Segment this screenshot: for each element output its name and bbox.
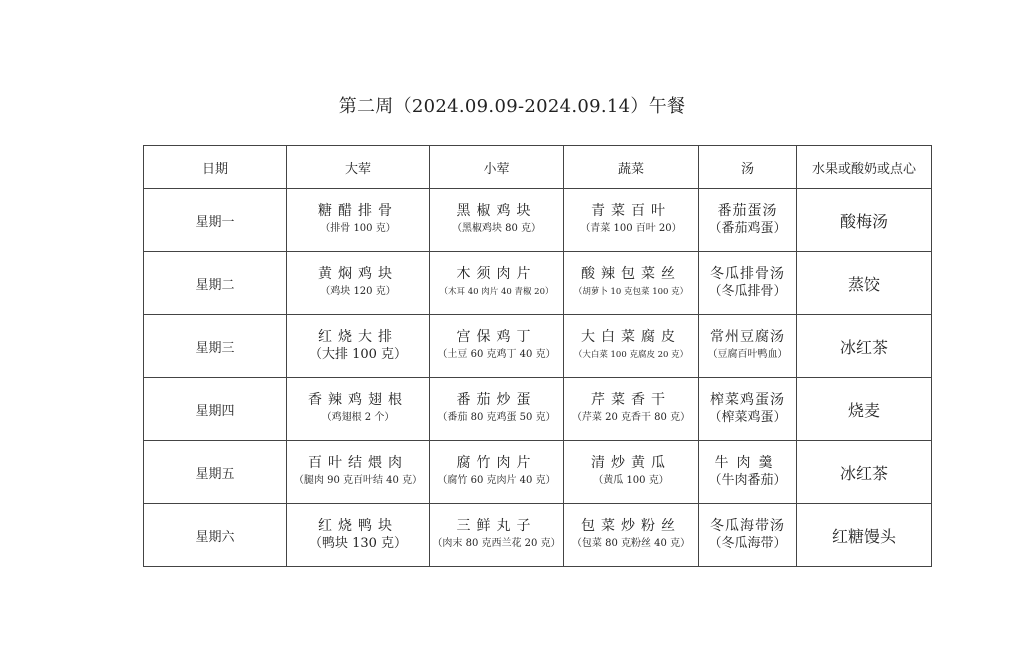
dish-detail: （冬瓜海带） xyxy=(708,536,787,551)
vegetable-cell xyxy=(564,504,699,567)
dish-detail: （鸡块 120 克） xyxy=(320,286,396,297)
table-row xyxy=(144,189,932,252)
dish-detail: （胡萝卜 10 克包菜 100 克） xyxy=(573,287,689,297)
fruit-cell: 冰红茶 xyxy=(797,441,932,504)
dish-name: 包菜炒粉丝 xyxy=(581,518,681,534)
dish-detail: （黑椒鸡块 80 克） xyxy=(451,223,542,234)
small-meat-cell xyxy=(430,441,564,504)
dish-name: 酸辣包菜丝 xyxy=(581,266,681,282)
dish-name: 宫保鸡丁 xyxy=(456,329,537,345)
small-meat-cell xyxy=(430,252,564,315)
dish-name: 常州豆腐汤 xyxy=(710,329,785,345)
table-row xyxy=(144,315,932,378)
dish-name: 榨菜鸡蛋汤 xyxy=(710,392,785,408)
soup-cell xyxy=(699,504,797,567)
dish-name: 清炒黄瓜 xyxy=(591,455,671,471)
lunch-menu-table xyxy=(143,145,932,567)
fruit-cell: 红糖馒头 xyxy=(797,504,932,567)
big-meat-cell xyxy=(287,441,430,504)
dish-name: 番茄蛋汤 xyxy=(717,203,778,219)
fruit-cell: 烧麦 xyxy=(797,378,932,441)
small-meat-cell xyxy=(430,315,564,378)
soup-cell xyxy=(699,189,797,252)
table-header-row xyxy=(144,146,932,189)
dish-detail: （豆腐百叶鸭血） xyxy=(707,349,788,360)
day-cell: 星期六 xyxy=(144,504,287,567)
fruit-cell: 蒸饺 xyxy=(797,252,932,315)
table-row xyxy=(144,252,932,315)
header-fruit: 水果或酸奶或点心 xyxy=(797,146,932,189)
dish-detail: （排骨 100 克） xyxy=(320,223,396,234)
dish-detail: （榨菜鸡蛋） xyxy=(708,410,787,425)
big-meat-cell xyxy=(287,504,430,567)
table-row xyxy=(144,378,932,441)
dish-detail: （鸭块 130 克） xyxy=(308,536,408,551)
vegetable-cell xyxy=(564,441,699,504)
dish-name: 黑椒鸡块 xyxy=(456,203,537,219)
soup-cell xyxy=(699,315,797,378)
table-row xyxy=(144,441,932,504)
big-meat-cell xyxy=(287,189,430,252)
dish-name: 牛肉羹 xyxy=(714,455,781,471)
dish-detail: （番茄鸡蛋） xyxy=(708,221,787,236)
dish-detail: （黄瓜 100 克） xyxy=(593,475,669,486)
page-title: 第二周（2024.09.09-2024.09.14）午餐 xyxy=(338,96,686,117)
vegetable-cell xyxy=(564,378,699,441)
dish-detail: （芹菜 20 克香干 80 克） xyxy=(571,412,691,423)
header-soup: 汤 xyxy=(699,146,797,189)
dish-detail: （土豆 60 克鸡丁 40 克） xyxy=(437,349,556,360)
dish-name: 香辣鸡翅根 xyxy=(308,392,408,408)
header-big-meat: 大荤 xyxy=(287,146,430,189)
dish-name: 红烧鸭块 xyxy=(318,518,398,534)
dish-name: 木须肉片 xyxy=(456,266,537,282)
day-cell: 星期四 xyxy=(144,378,287,441)
big-meat-cell xyxy=(287,315,430,378)
big-meat-cell xyxy=(287,252,430,315)
dish-name: 芹菜香干 xyxy=(591,392,671,408)
small-meat-cell xyxy=(430,189,564,252)
fruit-cell: 酸梅汤 xyxy=(797,189,932,252)
vegetable-cell xyxy=(564,252,699,315)
dish-detail: （青菜 100 百叶 20） xyxy=(580,223,682,234)
soup-cell xyxy=(699,441,797,504)
dish-detail: （鸡翅根 2 个） xyxy=(321,412,395,423)
day-cell: 星期五 xyxy=(144,441,287,504)
dish-detail: （冬瓜排骨） xyxy=(708,284,787,299)
fruit-cell: 冰红茶 xyxy=(797,315,932,378)
dish-name: 红烧大排 xyxy=(318,329,398,345)
day-cell: 星期二 xyxy=(144,252,287,315)
dish-detail: （肉末 80 克西兰花 20 克） xyxy=(432,538,561,549)
dish-name: 糖醋排骨 xyxy=(318,203,398,219)
header-small-meat: 小荤 xyxy=(430,146,564,189)
dish-name: 冬瓜排骨汤 xyxy=(710,266,785,282)
dish-name: 青菜百叶 xyxy=(591,203,671,219)
dish-name: 大白菜腐皮 xyxy=(581,329,681,345)
dish-detail: （包菜 80 克粉丝 40 克） xyxy=(571,538,691,549)
dish-name: 腐竹肉片 xyxy=(456,455,537,471)
table-row xyxy=(144,504,932,567)
soup-cell xyxy=(699,378,797,441)
soup-cell xyxy=(699,252,797,315)
small-meat-cell xyxy=(430,504,564,567)
big-meat-cell xyxy=(287,378,430,441)
dish-detail: （木耳 40 肉片 40 青椒 20） xyxy=(439,287,554,297)
dish-name: 黄焖鸡块 xyxy=(318,266,398,282)
dish-detail: （大白菜 100 克腐皮 20 克） xyxy=(573,350,689,360)
day-cell: 星期一 xyxy=(144,189,287,252)
dish-detail: （大排 100 克） xyxy=(308,347,408,362)
dish-detail: （腐竹 60 克肉片 40 克） xyxy=(437,475,556,486)
dish-detail: （番茄 80 克鸡蛋 50 克） xyxy=(437,412,556,423)
header-date: 日期 xyxy=(144,146,287,189)
day-cell: 星期三 xyxy=(144,315,287,378)
vegetable-cell xyxy=(564,189,699,252)
dish-name: 番茄炒蛋 xyxy=(456,392,537,408)
small-meat-cell xyxy=(430,378,564,441)
dish-name: 三鲜丸子 xyxy=(456,518,537,534)
dish-detail: （牛肉番茄） xyxy=(708,473,787,488)
dish-name: 百叶结煨肉 xyxy=(308,455,408,471)
dish-detail: （腿肉 90 克百叶结 40 克） xyxy=(293,475,423,486)
header-vegetable: 蔬菜 xyxy=(564,146,699,189)
vegetable-cell xyxy=(564,315,699,378)
dish-name: 冬瓜海带汤 xyxy=(710,518,785,534)
